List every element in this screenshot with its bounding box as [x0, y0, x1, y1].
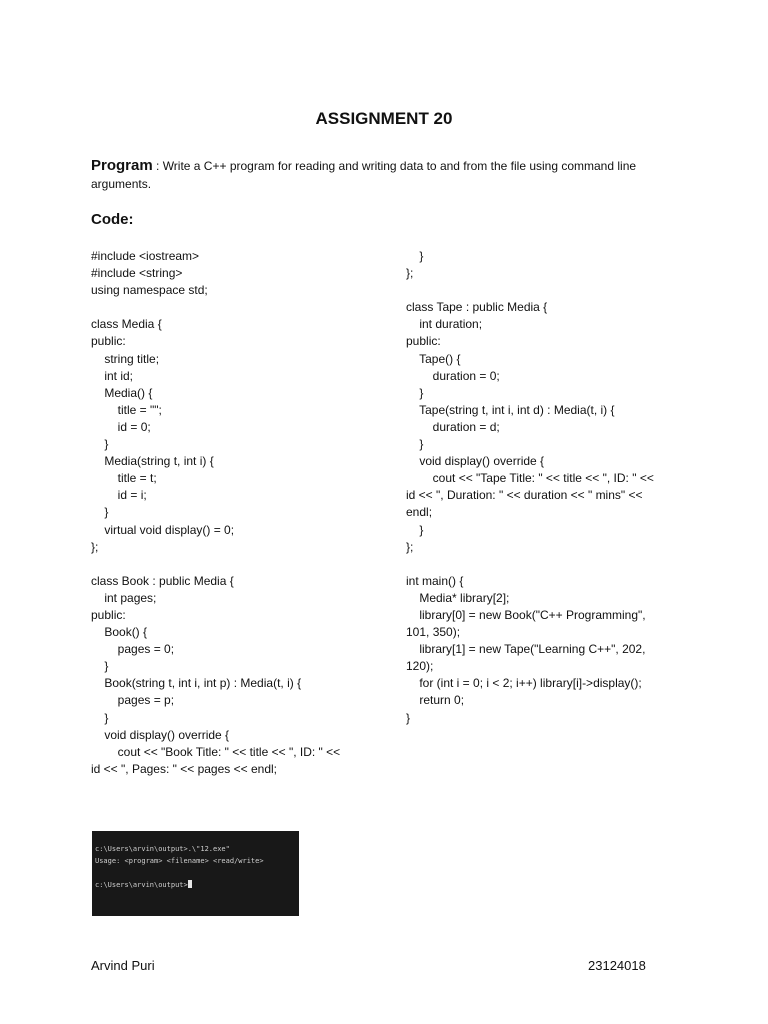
terminal-line: Usage: <program> <filename> <read/write>	[95, 857, 264, 865]
code-line: id << ", Pages: " << pages << endl;	[91, 761, 277, 776]
code-line: Media* library[2];	[406, 590, 510, 605]
code-line: library[0] = new Book("C++ Programming",	[406, 607, 646, 622]
code-line: void display() override {	[91, 727, 230, 742]
code-line: endl;	[406, 505, 433, 520]
program-text: : Write a C++ program for reading and writing data to and from the file using command line arguments.	[91, 159, 637, 191]
terminal-prompt-text: c:\Users\arvin\output>	[95, 881, 188, 889]
code-line: }	[91, 710, 109, 725]
code-line: };	[406, 266, 414, 281]
code-line: Tape() {	[406, 351, 461, 366]
program-description	[91, 157, 681, 193]
code-heading: Code:	[91, 211, 134, 228]
code-line: int pages;	[91, 590, 157, 605]
code-line: id = 0;	[91, 419, 151, 434]
code-line: duration = 0;	[406, 368, 500, 383]
assignment-title: ASSIGNMENT 20	[315, 109, 453, 128]
code-line: }	[91, 505, 109, 520]
terminal-screenshot	[92, 831, 299, 916]
code-line: public:	[406, 334, 441, 349]
code-line: int id;	[91, 368, 134, 383]
code-line: };	[406, 539, 414, 554]
code-line: class Book : public Media {	[91, 573, 234, 588]
code-line: class Tape : public Media {	[406, 300, 548, 315]
code-line: int duration;	[406, 317, 483, 332]
code-line: Media(string t, int i) {	[91, 454, 214, 469]
code-line: }	[406, 437, 424, 452]
code-line: Media() {	[91, 385, 153, 400]
code-line: }	[91, 659, 109, 674]
terminal-cursor	[188, 880, 192, 888]
code-line: Book(string t, int i, int p) : Media(t, i) {	[91, 676, 302, 691]
program-label: Program	[91, 157, 153, 174]
code-line	[406, 556, 681, 573]
code-line: 120);	[406, 659, 434, 674]
code-line: pages = 0;	[91, 642, 175, 657]
code-line	[91, 556, 381, 573]
code-line: }	[406, 522, 424, 537]
code-line: void display() override {	[406, 454, 545, 469]
code-line: }	[406, 249, 424, 263]
code-line: return 0;	[406, 693, 465, 708]
code-line: id = i;	[91, 488, 147, 503]
author-name: Arvind Puri	[91, 958, 155, 973]
code-line: };	[91, 539, 99, 554]
code-line: cout << "Tape Title: " << title << ", ID: " <<	[406, 471, 654, 486]
code-line: library[1] = new Tape("Learning C++", 202,	[406, 642, 646, 657]
code-line: public:	[91, 607, 126, 622]
code-line: Tape(string t, int i, int d) : Media(t, i) {	[406, 402, 615, 417]
code-column-left	[91, 248, 381, 778]
code-line: title = "";	[91, 402, 162, 417]
code-line	[406, 282, 681, 299]
code-line: using namespace std;	[91, 283, 208, 298]
code-line: string title;	[91, 351, 160, 366]
code-line: virtual void display() = 0;	[91, 522, 235, 537]
code-line: }	[91, 437, 109, 452]
code-line: id << ", Duration: " << duration << " mins" <<	[406, 488, 643, 503]
code-line: Book() {	[91, 625, 148, 640]
code-line: for (int i = 0; i < 2; i++) library[i]->display();	[406, 676, 642, 691]
code-line: int main() {	[406, 573, 464, 588]
code-line: duration = d;	[406, 419, 500, 434]
code-column-right	[406, 248, 681, 727]
terminal-prompt	[95, 880, 192, 890]
code-line: title = t;	[91, 471, 157, 486]
student-id: 23124018	[588, 958, 646, 973]
terminal-line: c:\Users\arvin\output>.\"12.exe"	[95, 845, 230, 853]
code-line	[91, 299, 381, 316]
code-line: }	[406, 385, 424, 400]
code-line: class Media {	[91, 317, 162, 332]
code-line: 101, 350);	[406, 625, 461, 640]
code-line: pages = p;	[91, 693, 175, 708]
code-line: }	[406, 710, 411, 725]
code-line: cout << "Book Title: " << title << ", ID: " <<	[91, 744, 341, 759]
code-line: #include <string>	[91, 266, 183, 281]
code-line: public:	[91, 334, 126, 349]
code-line: #include <iostream>	[91, 249, 200, 263]
